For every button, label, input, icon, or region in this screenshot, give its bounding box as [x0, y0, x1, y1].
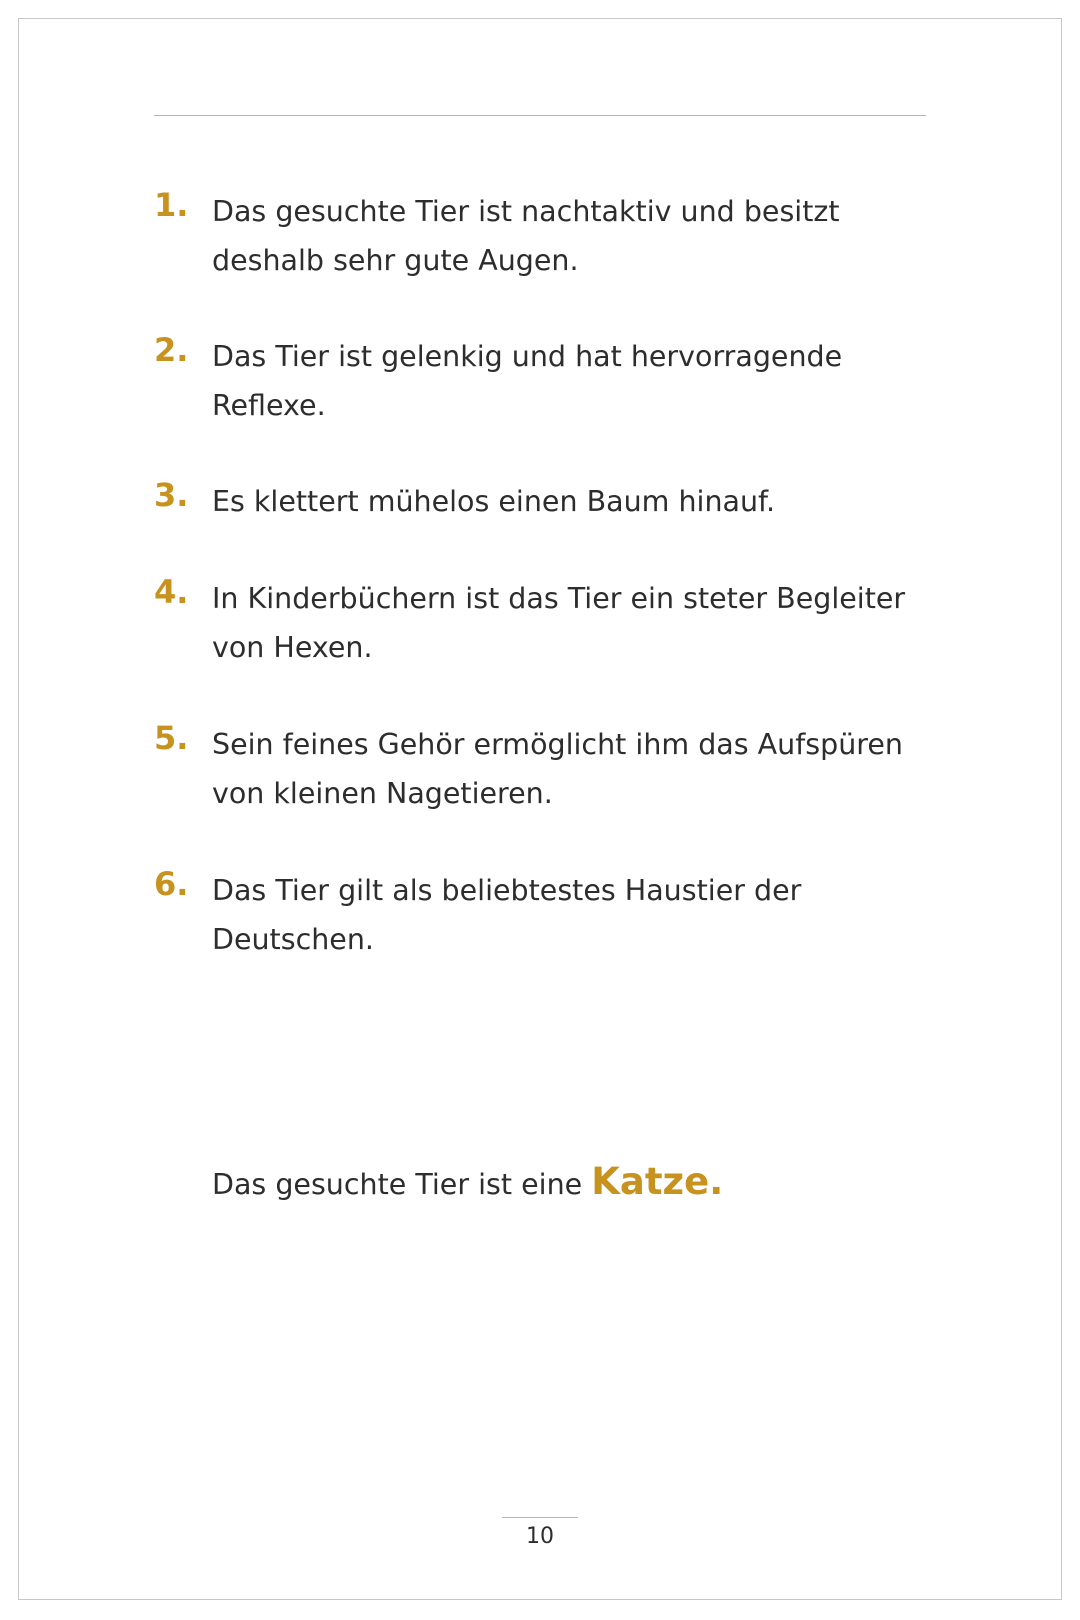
footer-divider: [502, 1517, 578, 1518]
clue-number: 6.: [154, 865, 189, 903]
clue-number: 1.: [154, 186, 189, 224]
answer-word: Katze.: [591, 1160, 724, 1203]
answer-line: [212, 1160, 723, 1203]
clue-text: In Kinderbüchern ist das Tier ein steter Begleiter von Hexen.: [212, 582, 906, 664]
clue-text: Das gesuchte Tier ist nachtaktiv und besitzt deshalb sehr gute Augen.: [212, 195, 840, 277]
top-divider: [154, 115, 926, 116]
clue-text: Sein feines Gehör ermöglicht ihm das Aufspüren von kleinen Nagetieren.: [212, 728, 903, 810]
answer-prefix: Das gesuchte Tier ist eine: [212, 1168, 592, 1201]
page-number: 10: [526, 1524, 554, 1549]
clue-number: 4.: [154, 573, 189, 611]
clue-text: Das Tier ist gelenkig und hat hervorragende Reflexe.: [212, 340, 843, 422]
clue-text: Das Tier gilt als beliebtestes Haustier der Deutschen.: [212, 874, 802, 956]
clue-text: Es klettert mühelos einen Baum hinauf.: [212, 485, 776, 518]
clue-number: 3.: [154, 476, 189, 514]
clue-number: 2.: [154, 331, 189, 369]
clue-number: 5.: [154, 719, 189, 757]
